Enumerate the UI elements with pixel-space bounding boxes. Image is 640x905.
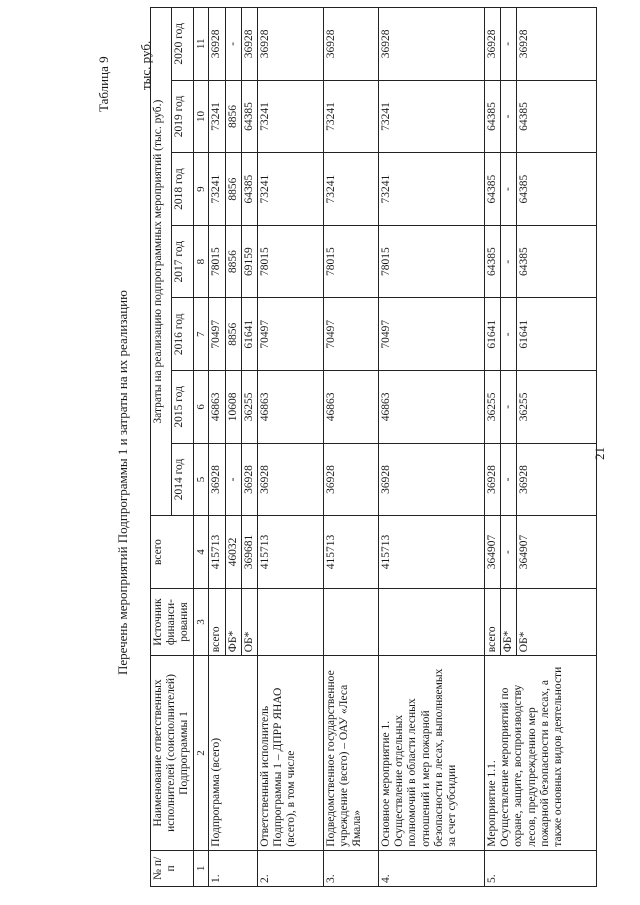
cell-value: 8856 <box>225 153 241 226</box>
cell-value: 73241 <box>209 80 225 153</box>
column-index: 3 <box>193 588 209 655</box>
cell-value: 36928 <box>257 443 323 516</box>
cell-value: 73241 <box>257 80 323 153</box>
header-total: всего <box>151 516 194 589</box>
cell-value: 36928 <box>323 8 378 81</box>
cell-value: 8856 <box>225 80 241 153</box>
cell-value: 46863 <box>257 371 323 444</box>
document-title: Перечень мероприятий Подпрограммы 1 и затраты на их реализацию <box>115 290 130 675</box>
row-source: всего <box>484 588 500 655</box>
row-name: Основное мероприятие 1. Осуществление отдельных полномочий в области лесных отношений и мер пожарной безопасности в лесах, выполняемых за счет субсидии <box>378 656 484 850</box>
header-year: 2016 год <box>172 298 193 371</box>
cell-value: 70497 <box>378 298 484 371</box>
cell-value: 36928 <box>517 443 597 516</box>
cell-value: 415713 <box>257 516 323 589</box>
column-index: 10 <box>193 80 209 153</box>
row-source: ФБ* <box>501 588 517 655</box>
cell-value: 36928 <box>378 443 484 516</box>
row-name: Подведомственное государственное учреждение (всего) – ОАУ «Леса Ямала» <box>323 656 378 850</box>
cell-value: 36928 <box>484 8 500 81</box>
row-source: ОБ* <box>517 588 597 655</box>
row-source: всего <box>209 588 225 655</box>
header-year: 2017 год <box>172 225 193 298</box>
cell-value: 369681 <box>241 516 257 589</box>
header-name: Наименование ответственных исполнителей (соисполнителей) Подпрограммы 1 <box>151 656 194 850</box>
cell-value: 364907 <box>517 516 597 589</box>
table-row <box>484 8 500 887</box>
cell-value: 10608 <box>225 371 241 444</box>
cell-value: 69159 <box>241 225 257 298</box>
row-number: 4. <box>378 850 484 886</box>
header-year: 2020 год <box>172 8 193 81</box>
cell-value: 36928 <box>209 8 225 81</box>
column-index: 8 <box>193 225 209 298</box>
table-label: Таблица 9 <box>96 56 111 112</box>
cell-value: 73241 <box>378 153 484 226</box>
cell-value: 64385 <box>517 225 597 298</box>
cell-value: 415713 <box>209 516 225 589</box>
header-source: Источник финанси-рования <box>151 588 194 655</box>
cell-value: 36928 <box>517 8 597 81</box>
header-costs-group: Затраты на реализацию подпрограммных мероприятий (тыс. руб.) <box>151 8 172 516</box>
column-index-row <box>193 8 209 887</box>
cell-value: 61641 <box>484 298 500 371</box>
cell-value: 64385 <box>241 153 257 226</box>
row-name: Подпрограмма (всего) <box>209 656 258 850</box>
cell-value: 73241 <box>323 153 378 226</box>
cell-value: 70497 <box>209 298 225 371</box>
column-index: 11 <box>193 8 209 81</box>
table-row <box>323 8 378 887</box>
header-year: 2019 год <box>172 80 193 153</box>
cell-value: 64385 <box>241 80 257 153</box>
cell-value: 70497 <box>257 298 323 371</box>
row-number: 1. <box>209 850 258 886</box>
cell-value: - <box>501 8 517 81</box>
cell-value: 36928 <box>257 8 323 81</box>
cell-value: 36928 <box>323 443 378 516</box>
page-number: 21 <box>592 447 607 460</box>
cell-value: 73241 <box>323 80 378 153</box>
row-name-heading: Мероприятие 1.1. <box>485 760 498 847</box>
row-source <box>257 588 323 655</box>
cell-value: 36928 <box>378 8 484 81</box>
cell-value: 78015 <box>378 225 484 298</box>
row-name: Ответственный исполнитель Подпрограммы 1 – ДПРР ЯНАО (всего), в том числе <box>257 656 323 850</box>
cell-value: - <box>501 443 517 516</box>
column-index: 7 <box>193 298 209 371</box>
cell-value: - <box>501 225 517 298</box>
cell-value: - <box>501 80 517 153</box>
cell-value: 78015 <box>209 225 225 298</box>
column-index: 1 <box>193 850 209 886</box>
cell-value: 78015 <box>257 225 323 298</box>
cell-value: 64385 <box>517 153 597 226</box>
cell-value: 78015 <box>323 225 378 298</box>
cell-value: 415713 <box>323 516 378 589</box>
cell-value: 64385 <box>484 80 500 153</box>
cell-value: 46863 <box>378 371 484 444</box>
cell-value: - <box>501 371 517 444</box>
cell-value: 36255 <box>517 371 597 444</box>
column-index: 5 <box>193 443 209 516</box>
cell-value: 73241 <box>257 153 323 226</box>
cell-value: 36255 <box>484 371 500 444</box>
table-row <box>257 8 323 887</box>
cell-value: - <box>501 516 517 589</box>
cell-value: 415713 <box>378 516 484 589</box>
cell-value: 36928 <box>209 443 225 516</box>
cell-value: 36928 <box>241 443 257 516</box>
header-num: № п/п <box>151 850 194 886</box>
row-source: ОБ* <box>241 588 257 655</box>
header-year: 2018 год <box>172 153 193 226</box>
row-number: 2. <box>257 850 323 886</box>
cell-value: 61641 <box>517 298 597 371</box>
cell-value: 36928 <box>484 443 500 516</box>
cell-value: 73241 <box>378 80 484 153</box>
row-number: 3. <box>323 850 378 886</box>
units-label: тыс. руб. <box>138 40 153 90</box>
row-number: 5. <box>484 850 596 886</box>
cell-value: 364907 <box>484 516 500 589</box>
cell-value: 8856 <box>225 298 241 371</box>
row-source <box>378 588 484 655</box>
cell-value: 64385 <box>517 80 597 153</box>
row-name-cell <box>484 656 596 850</box>
cell-value: 36928 <box>241 8 257 81</box>
cell-value: 36255 <box>241 371 257 444</box>
cell-value: - <box>501 298 517 371</box>
cell-value: 61641 <box>241 298 257 371</box>
cell-value: 73241 <box>209 153 225 226</box>
cell-value: - <box>501 153 517 226</box>
row-source: ФБ* <box>225 588 241 655</box>
cell-value: 64385 <box>484 225 500 298</box>
table-row <box>209 8 225 887</box>
column-index: 6 <box>193 371 209 444</box>
header-row-1 <box>151 8 172 887</box>
header-year: 2015 год <box>172 371 193 444</box>
cell-value: 70497 <box>323 298 378 371</box>
row-name: Осуществление мероприятий по охране, защите, воспроизводству лесов, предупреждению мер пожарной безопасности в лесах, а также основных видов деятельности <box>499 666 565 847</box>
column-index: 4 <box>193 516 209 589</box>
cell-value: 8856 <box>225 225 241 298</box>
column-index: 2 <box>193 656 209 850</box>
table-row <box>378 8 484 887</box>
header-year: 2014 год <box>172 443 193 516</box>
expenses-table <box>150 7 597 887</box>
cell-value: 46863 <box>209 371 225 444</box>
cell-value: 64385 <box>484 153 500 226</box>
column-index: 9 <box>193 153 209 226</box>
row-source <box>323 588 378 655</box>
cell-value: 46863 <box>323 371 378 444</box>
cell-value: - <box>225 443 241 516</box>
cell-value: 46032 <box>225 516 241 589</box>
cell-value: - <box>225 8 241 81</box>
